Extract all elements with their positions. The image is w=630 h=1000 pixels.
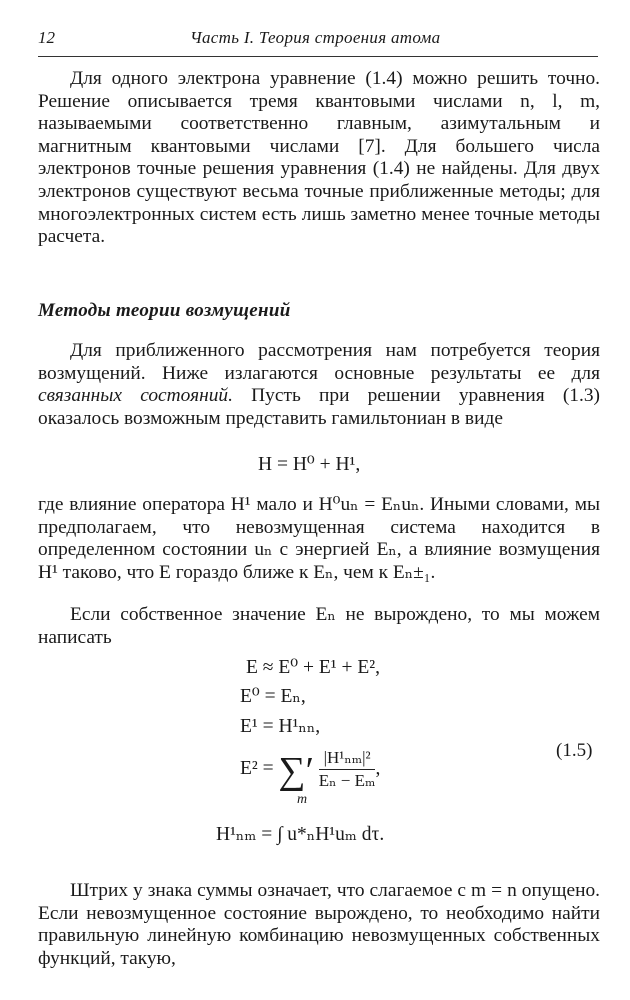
paragraph-2-text [38, 340, 600, 430]
paragraph-3-text: где влияние оператора H¹ мало и H⁰uₙ = Eₙuₙ. Иными словами, мы предполагаем, что невозмущенная система находится в определенном состоянии uₙ с энергией Eₙ, а влияние возмущения H¹ таково, что E гораздо ближе к Eₙ, чем к Eₙ±₁. [38, 494, 600, 583]
page-number: 12 [38, 28, 55, 47]
paragraph-4-text: Если собственное значение Eₙ не вырождено, то мы можем написать [38, 604, 600, 648]
paragraph-1-text: Для одного электрона уравнение (1.4) можно решить точно. Решение описывается тремя квантовыми числами n, l, m, называемыми соответственно главным, азимутальным и магнитным квантовыми числами [7]. Для большего числа электронов точные решения уравнения (1.4) не найдены. Для двух электронов существуют весьма точные приближенные методы; для многоэлектронных систем есть лишь заметно менее точные методы расчета. [38, 68, 600, 248]
section-heading: Методы теории возмущений [38, 300, 291, 321]
paragraph-1 [38, 68, 600, 249]
summation-index: m [297, 792, 308, 807]
equation-fraction [319, 748, 376, 791]
paragraph-5-text: Штрих у знака суммы означает, что слагаемое с m = n опущено. Если невозмущенное состояние вырождено, то необходимо найти правильную линейную комбинацию невозмущенных собственных функций, такую, [38, 880, 600, 969]
equation-line-4-lhs: E² = [240, 757, 274, 779]
equation-line-3: E¹ = H¹ₙₙ, [240, 716, 321, 737]
formula-hamiltonian: H = H⁰ + H¹, [258, 454, 361, 475]
paragraph-2-part-1: Для приближенного рассмотрения нам потребуется теория возмущений. Ниже излагаются основные результаты ее для [38, 340, 600, 384]
paragraph-4 [38, 604, 600, 649]
page-header [38, 28, 598, 54]
paragraph-2-emphasis: связанных состояний. [38, 385, 233, 407]
equation-label: (1.5) [556, 740, 593, 761]
paragraph-2 [38, 340, 600, 430]
fraction-denominator: Eₙ − Eₘ [318, 771, 376, 790]
equation-line-4 [240, 748, 380, 791]
equation-line-1: E ≈ E⁰ + E¹ + E², [246, 657, 380, 678]
running-title: Часть I. Теория строения атома [190, 28, 441, 47]
header-divider [38, 56, 598, 57]
equation-line-4-comma: , [375, 757, 381, 779]
paragraph-2-part-2: Пусть при решении уравнения (1.3) оказалось возможным представить гамильтониан в виде [38, 385, 600, 429]
fraction-numerator: |H¹ₙₘ|² [319, 748, 376, 770]
paragraph-3 [38, 494, 600, 584]
summation-sign: ∑′ [278, 749, 314, 792]
paragraph-5 [38, 880, 600, 970]
equation-line-5: H¹ₙₘ = ∫ u*ₙH¹uₘ dτ. [216, 824, 385, 845]
equation-line-2: E⁰ = Eₙ, [240, 686, 306, 707]
